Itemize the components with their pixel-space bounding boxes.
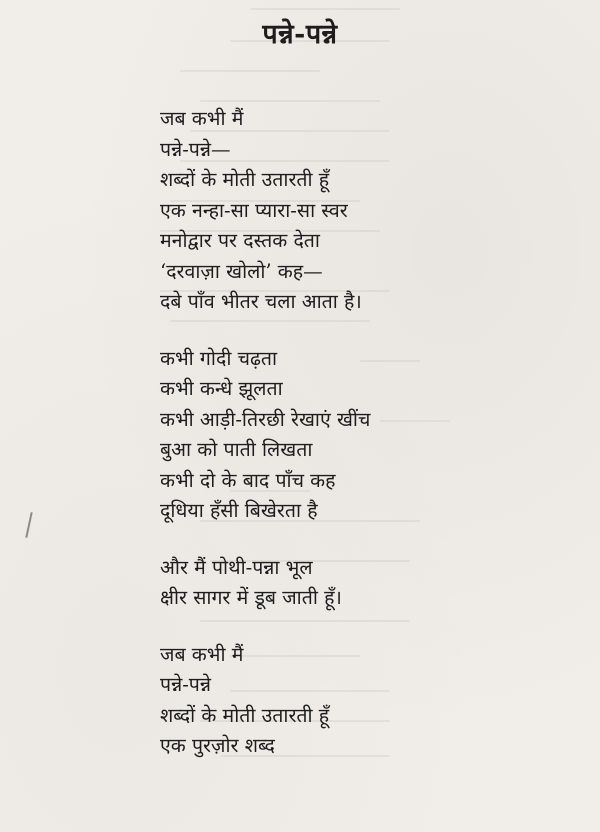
poem-line: शब्दों के मोती उतारती हूँ — [160, 703, 330, 727]
poem-line: जब कभी मैं — [160, 642, 244, 666]
bleed-line — [250, 8, 400, 10]
poem-line: मनोद्वार पर दस्तक देता — [160, 229, 320, 252]
poem-line: शब्दों के मोती उतारती हूँ — [160, 168, 330, 191]
stanza-3 — [160, 553, 580, 614]
poem-line: कभी गोदी चढ़ता — [160, 346, 278, 370]
poem-body — [160, 104, 580, 788]
poem-line: एक पुरज़ोर शब्द — [160, 734, 275, 757]
bleed-line — [200, 100, 380, 102]
poem-line: कभी दो के बाद पाँच कह — [160, 468, 336, 492]
stanza-1 — [160, 104, 580, 318]
poem-line: कभी कन्धे झूलता — [160, 377, 283, 400]
poem-line: बुआ को पाती लिखता — [160, 438, 313, 461]
poem-line: जब कभी मैं — [160, 107, 244, 130]
poem-line: पन्ने-पन्ने— — [160, 137, 231, 161]
poem-line: एक नन्हा-सा प्यारा-सा स्वर — [160, 198, 348, 222]
bleed-line — [180, 70, 320, 72]
stanza-4 — [160, 640, 580, 762]
poem-line: कभी आड़ी-तिरछी रेखाएं खींच — [160, 407, 371, 431]
poem-line: क्षीर सागर में डूब जाती हूँ। — [160, 586, 342, 609]
poem-line: पन्ने-पन्ने — [160, 673, 211, 696]
poem-line: ‘दरवाज़ा खोलो’ कह— — [160, 259, 323, 283]
stanza-2 — [160, 344, 580, 527]
poem-line: दूधिया हँसी बिखेरता है — [160, 499, 318, 522]
poem-title: पन्ने-पन्ने — [262, 19, 338, 50]
poem-line: दबे पाँव भीतर चला आता है। — [160, 290, 362, 313]
poem-line: और मैं पोथी-पन्ना भूल — [160, 555, 313, 579]
